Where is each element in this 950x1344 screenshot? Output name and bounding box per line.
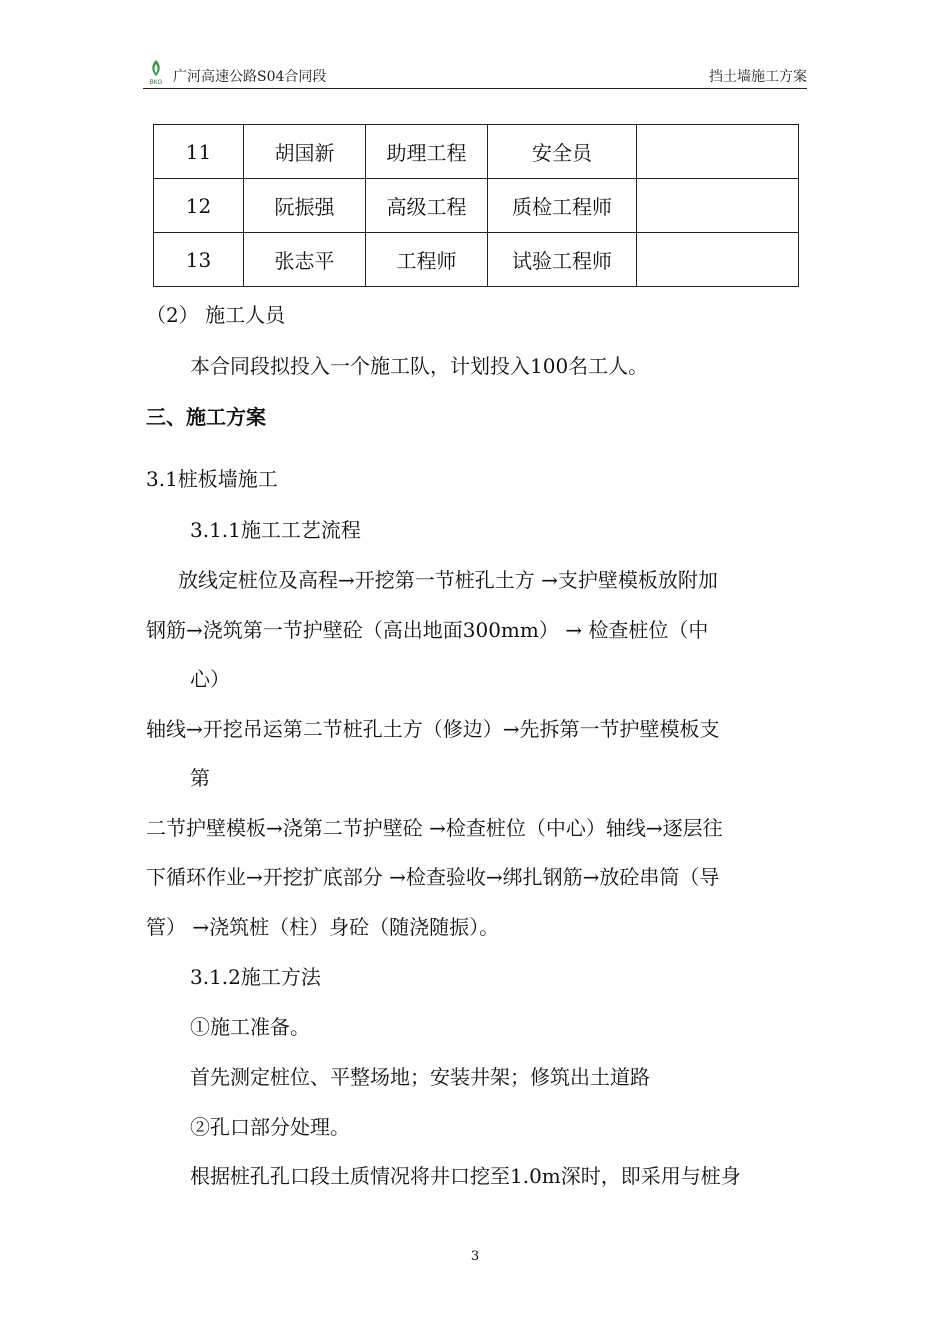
- table-cell-name: 阮振强: [244, 179, 366, 233]
- table-cell-no: 13: [154, 233, 244, 287]
- table-cell-no: 12: [154, 179, 244, 233]
- paragraph-line: 管） →浇筑桩（柱）身砼（随浇随振）。: [146, 915, 500, 939]
- table-cell-note: [637, 233, 799, 287]
- paragraph-line: 钢筋→浇筑第一节护壁砼（高出地面300mm） → 检查桩位（中: [146, 618, 709, 642]
- table-row: [154, 125, 799, 179]
- paragraph-line: 放线定桩位及高程→开挖第一节桩孔土方 →支护壁模板放附加: [178, 568, 718, 592]
- page-number: 3: [470, 1249, 480, 1264]
- table-cell-role: 安全员: [488, 125, 637, 179]
- header-document-title: 挡土墙施工方案: [709, 69, 807, 85]
- table-cell-role: 试验工程师: [488, 233, 637, 287]
- paragraph: 本合同段拟投入一个施工队，计划投入100名工人。: [190, 354, 649, 378]
- paragraph-line: 下循环作业→开挖扩底部分 →检查验收→绑扎钢筋→放砼串筒（导: [146, 865, 720, 889]
- section-heading: 三、施工方案: [146, 405, 266, 429]
- subsection-heading: 3.1桩板墙施工: [146, 467, 278, 491]
- svg-text:BKG: BKG: [149, 80, 163, 86]
- table-cell-title: 助理工程: [366, 125, 488, 179]
- table-cell-note: [637, 125, 799, 179]
- table-cell-role: 质检工程师: [488, 179, 637, 233]
- table-cell-title: 工程师: [366, 233, 488, 287]
- table-row: [154, 233, 799, 287]
- subsection-heading: （2） 施工人员: [146, 303, 286, 327]
- table-cell-no: 11: [154, 125, 244, 179]
- list-item: ②孔口部分处理。: [190, 1115, 350, 1139]
- paragraph-line: 根据桩孔孔口段土质情况将井口挖至1.0m深时，即采用与桩身: [190, 1164, 741, 1188]
- paragraph-line: 轴线→开挖吊运第二节桩孔土方（修边）→先拆第一节护壁模板支: [146, 717, 720, 741]
- table-cell-name: 胡国新: [244, 125, 366, 179]
- page-header: [143, 62, 807, 89]
- table-cell-note: [637, 179, 799, 233]
- paragraph: 首先测定桩位、平整场地；安装井架；修筑出土道路: [190, 1065, 650, 1089]
- staff-table: [153, 124, 799, 287]
- company-logo-icon: [145, 58, 167, 86]
- subsection-heading: 3.1.1施工工艺流程: [190, 518, 361, 542]
- table-row: [154, 179, 799, 233]
- header-project-name: 广河高速公路S04合同段: [173, 69, 327, 85]
- table-cell-name: 张志平: [244, 233, 366, 287]
- paragraph-line: 第: [190, 766, 210, 790]
- paragraph-line: 二节护壁模板→浇第二节护壁砼 →检查桩位（中心）轴线→逐层往: [146, 816, 723, 840]
- paragraph-line: 心）: [190, 667, 230, 691]
- subsection-heading: 3.1.2施工方法: [190, 965, 321, 989]
- table-cell-title: 高级工程: [366, 179, 488, 233]
- list-item: ①施工准备。: [190, 1015, 310, 1039]
